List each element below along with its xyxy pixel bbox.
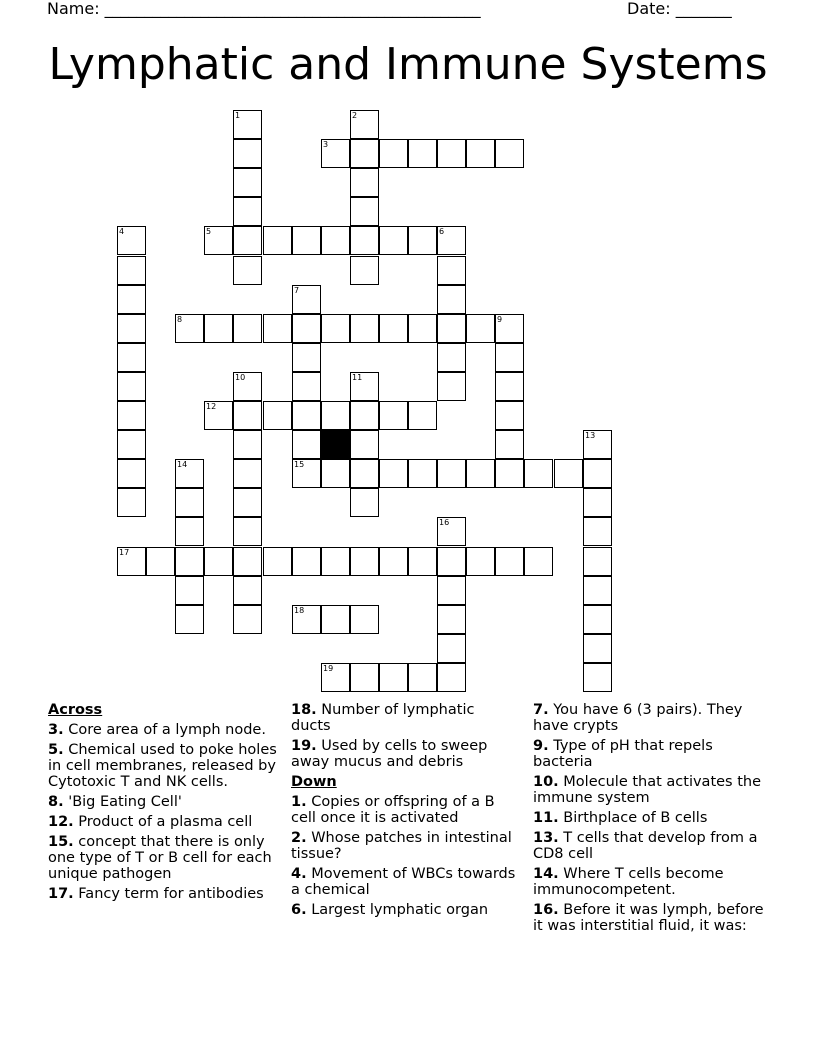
clue-number: 9. [533,738,549,754]
clues-column-2 [291,702,516,922]
clue-number-label: 19 [323,664,334,673]
clue-text: Core area of a lymph node. [68,722,266,738]
clue-text: Birthplace of B cells [563,810,708,826]
crossword-cell[interactable] [175,459,204,488]
crossword-cell[interactable] [117,372,146,401]
crossword-cell[interactable] [321,314,350,343]
crossword-cell[interactable] [437,634,466,663]
clue-number-label: 2 [352,111,358,120]
clue-down-4 [291,866,516,898]
clues-column-1 [48,702,283,906]
crossword-cell[interactable] [379,314,408,343]
crossword-cell[interactable] [321,226,350,255]
clue-text: Largest lymphatic organ [311,902,489,918]
clue-number-label: 10 [235,373,246,382]
crossword-cell[interactable] [495,139,524,168]
clue-number-label: 14 [177,460,188,469]
crossword-cell[interactable] [583,576,612,605]
clue-number: 2. [291,830,307,846]
crossword-cell[interactable] [233,547,262,576]
clue-across-18 [291,702,516,734]
name-field-label: Name: _______________________________________________ [47,0,481,18]
crossword-cell[interactable] [495,314,524,343]
clue-number: 12. [48,814,74,830]
clues-column-3 [533,702,768,938]
crossword-cell[interactable] [350,430,379,459]
clue-across-8 [48,794,283,810]
clue-number-label: 18 [294,606,305,615]
crossword-cell[interactable] [204,226,233,255]
clue-number-label: 1 [235,111,241,120]
crossword-cell[interactable] [466,139,495,168]
crossword-cell[interactable] [292,605,321,634]
crossword-cell[interactable] [233,576,262,605]
clue-text: Fancy term for antibodies [78,886,264,902]
crossword-cell[interactable] [292,285,321,314]
clue-number-label: 9 [497,315,503,324]
page-title: Lymphatic and Immune Systems [48,39,768,90]
crossword-cell[interactable] [204,547,233,576]
crossword-cell[interactable] [379,547,408,576]
clue-text: Before it was lymph, before it was interstitial fluid, it was: [533,902,764,934]
clue-number-label: 6 [439,227,445,236]
crossword-cell[interactable] [233,517,262,546]
clue-number: 14. [533,866,559,882]
clue-down-13 [533,830,768,862]
clue-down-11 [533,810,768,826]
date-field-label: Date: _______ [627,0,732,18]
crossword-cell[interactable] [437,547,466,576]
clue-number-label: 8 [177,315,183,324]
crossword-cell[interactable] [437,517,466,546]
crossword-cell[interactable] [146,547,175,576]
crossword-cell[interactable] [175,605,204,634]
crossword-cell[interactable] [495,401,524,430]
clue-text: 'Big Eating Cell' [68,794,182,810]
clue-number: 4. [291,866,307,882]
clue-across-15 [48,834,283,882]
clue-number-label: 16 [439,518,450,527]
clue-text: Type of pH that repels bacteria [533,738,713,770]
crossword-cell[interactable] [292,372,321,401]
crossword-cell[interactable] [583,605,612,634]
crossword-cell[interactable] [292,343,321,372]
crossword-cell[interactable] [175,517,204,546]
clue-text: concept that there is only one type of T or B cell for each unique pathogen [48,834,272,882]
crossword-cell[interactable] [175,547,204,576]
crossword-cell[interactable] [233,488,262,517]
crossword-cell[interactable] [408,547,437,576]
crossword-cell[interactable] [495,343,524,372]
clue-text: Chemical used to poke holes in cell membranes, released by Cytotoxic T and NK cells. [48,742,277,790]
clue-number: 11. [533,810,559,826]
clue-number-label: 11 [352,373,363,382]
crossword-cell[interactable] [233,605,262,634]
clue-down-10 [533,774,768,806]
crossword-cell[interactable] [350,663,379,692]
crossword-cell[interactable] [350,139,379,168]
crossword-cell[interactable] [350,488,379,517]
clue-across-17 [48,886,283,902]
crossword-cell[interactable] [583,547,612,576]
crossword-cell[interactable] [379,663,408,692]
clue-number-label: 12 [206,402,217,411]
clue-number: 5. [48,742,64,758]
crossword-cell[interactable] [437,576,466,605]
crossword-cell[interactable] [379,226,408,255]
crossword-cell[interactable] [379,459,408,488]
crossword-cell[interactable] [583,634,612,663]
crossword-cell[interactable] [495,372,524,401]
crossword-cell[interactable] [350,459,379,488]
clue-number: 6. [291,902,307,918]
clue-text: Where T cells become immunocompetent. [533,866,724,898]
crossword-cell[interactable] [437,256,466,285]
crossword-cell[interactable] [350,110,379,139]
crossword-cell[interactable] [350,256,379,285]
crossword-cell[interactable] [437,139,466,168]
crossword-cell[interactable] [292,401,321,430]
crossword-cell[interactable] [233,139,262,168]
crossword-cell[interactable] [321,139,350,168]
clue-number-label: 7 [294,286,300,295]
crossword-cell[interactable] [292,314,321,343]
clue-number: 7. [533,702,549,718]
crossword-cell[interactable] [408,401,437,430]
clue-number: 16. [533,902,559,918]
clue-down-14 [533,866,768,898]
crossword-cell[interactable] [233,256,262,285]
clue-text: Used by cells to sweep away mucus and debris [291,738,488,770]
crossword-cell[interactable] [524,459,553,488]
clue-number: 19. [291,738,317,754]
clue-number: 8. [48,794,64,810]
clue-number-label: 15 [294,460,305,469]
crossword-cell[interactable] [554,459,583,488]
crossword-cell[interactable] [350,168,379,197]
crossword-cell[interactable] [175,314,204,343]
clue-number: 18. [291,702,317,718]
crossword-cell[interactable] [233,168,262,197]
crossword-cell[interactable] [204,401,233,430]
crossword-cell[interactable] [408,459,437,488]
crossword-cell[interactable] [350,226,379,255]
crossword-cell[interactable] [437,285,466,314]
clue-text: Molecule that activates the immune system [533,774,762,806]
clue-down-1 [291,794,516,826]
crossword-cell[interactable] [292,459,321,488]
down-heading: Down [291,774,337,790]
clue-down-7 [533,702,768,734]
clue-number-label: 13 [585,431,596,440]
crossword-cell[interactable] [437,226,466,255]
crossword-cell[interactable] [437,663,466,692]
crossword-cell[interactable] [233,430,262,459]
clue-number: 3. [48,722,64,738]
crossword-cell[interactable] [583,430,612,459]
crossword-cell[interactable] [263,226,292,255]
clue-text: Copies or offspring of a B cell once it is activated [291,794,495,826]
clue-text: You have 6 (3 pairs). They have crypts [533,702,743,734]
black-square [321,430,350,459]
crossword-cell[interactable] [117,314,146,343]
clue-across-19 [291,738,516,770]
clue-text: Movement of WBCs towards a chemical [291,866,516,898]
clue-number-label: 5 [206,227,212,236]
crossword-cell[interactable] [408,663,437,692]
crossword-cell[interactable] [495,459,524,488]
crossword-cell[interactable] [321,459,350,488]
crossword-cell[interactable] [117,547,146,576]
crossword-cell[interactable] [466,314,495,343]
crossword-cell[interactable] [583,488,612,517]
clue-down-9 [533,738,768,770]
crossword-cell[interactable] [437,605,466,634]
crossword-cell[interactable] [292,226,321,255]
clue-across-3 [48,722,283,738]
clue-down-6 [291,902,516,918]
clue-number-label: 17 [119,548,130,557]
crossword-cell[interactable] [583,517,612,546]
crossword-cell[interactable] [117,488,146,517]
crossword-cell[interactable] [583,663,612,692]
clue-number-label: 4 [119,227,125,236]
crossword-cell[interactable] [466,547,495,576]
crossword-cell[interactable] [524,547,553,576]
clue-down-2 [291,830,516,862]
crossword-cell[interactable] [233,314,262,343]
clue-number: 10. [533,774,559,790]
crossword-cell[interactable] [117,430,146,459]
crossword-cell[interactable] [204,314,233,343]
crossword-cell[interactable] [263,314,292,343]
crossword-cell[interactable] [379,401,408,430]
crossword-cell[interactable] [321,401,350,430]
crossword-cell[interactable] [350,372,379,401]
crossword-cell[interactable] [379,139,408,168]
crossword-cell[interactable] [233,226,262,255]
crossword-cell[interactable] [117,226,146,255]
crossword-cell[interactable] [350,197,379,226]
crossword-cell[interactable] [350,547,379,576]
crossword-cell[interactable] [292,430,321,459]
crossword-cell[interactable] [350,605,379,634]
crossword-cell[interactable] [408,314,437,343]
crossword-cell[interactable] [175,576,204,605]
crossword-cell[interactable] [321,547,350,576]
crossword-cell[interactable] [437,459,466,488]
clue-number: 13. [533,830,559,846]
crossword-cell[interactable] [117,401,146,430]
crossword-cell[interactable] [321,605,350,634]
crossword-cell[interactable] [408,226,437,255]
crossword-cell[interactable] [117,459,146,488]
crossword-cell[interactable] [583,459,612,488]
crossword-cell[interactable] [437,372,466,401]
clue-text: Product of a plasma cell [78,814,253,830]
crossword-cell[interactable] [292,547,321,576]
crossword-cell[interactable] [408,139,437,168]
crossword-cell[interactable] [175,488,204,517]
clue-across-5 [48,742,283,790]
crossword-cell[interactable] [437,314,466,343]
crossword-cell[interactable] [350,314,379,343]
clue-text: T cells that develop from a CD8 cell [533,830,758,862]
clue-number: 15. [48,834,74,850]
crossword-cell[interactable] [437,343,466,372]
clue-down-16 [533,902,768,934]
crossword-cell[interactable] [233,197,262,226]
crossword-cell[interactable] [321,663,350,692]
clue-number: 1. [291,794,307,810]
across-heading: Across [48,702,103,718]
crossword-cell[interactable] [495,547,524,576]
crossword-cell[interactable] [350,401,379,430]
crossword-cell[interactable] [117,285,146,314]
crossword-cell[interactable] [263,401,292,430]
crossword-cell[interactable] [495,430,524,459]
clue-number-label: 3 [323,140,329,149]
clue-across-12 [48,814,283,830]
crossword-cell[interactable] [263,547,292,576]
crossword-cell[interactable] [466,459,495,488]
crossword-cell[interactable] [233,110,262,139]
crossword-cell[interactable] [117,256,146,285]
clue-text: Number of lymphatic ducts [291,702,475,734]
crossword-cell[interactable] [233,459,262,488]
crossword-cell[interactable] [117,343,146,372]
clue-text: Whose patches in intestinal tissue? [291,830,512,862]
crossword-cell[interactable] [233,372,262,401]
clue-number: 17. [48,886,74,902]
crossword-cell[interactable] [233,401,262,430]
